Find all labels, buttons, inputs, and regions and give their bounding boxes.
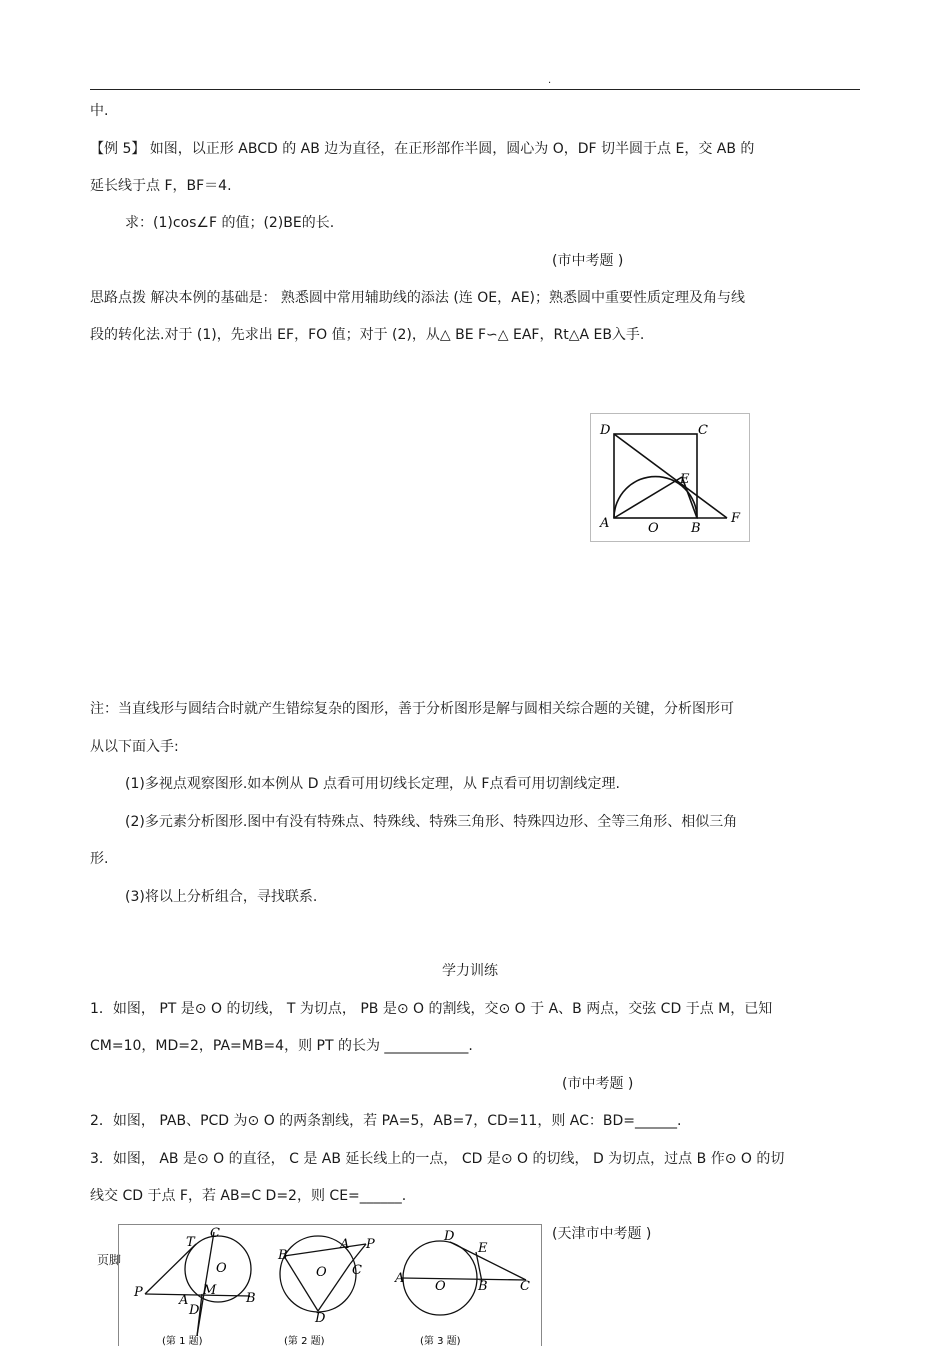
label-E: E	[680, 472, 690, 487]
fig2-label-P: P	[366, 1237, 375, 1252]
fig3-label-A: A	[395, 1271, 405, 1286]
fig1-label-M: M	[203, 1283, 217, 1298]
note-item: (1)多视点观察图形.如本例从 D 点看可用切线长定理，从 F点看可用切割线定理.	[125, 776, 620, 792]
tangent-line-df	[614, 434, 727, 518]
note-item: (2)多元素分析图形.图中有没有特殊点、特殊线、特殊三角形、特殊四边形、全等三角形、相似三角	[125, 814, 738, 830]
source-label: (市中考题 )	[562, 1076, 634, 1092]
fig1-label-B: B	[246, 1291, 256, 1306]
fig1-label-A: A	[179, 1293, 189, 1308]
header-dot: .	[548, 75, 552, 86]
fig3-caption: (第 3 题)	[420, 1336, 461, 1346]
hint-line: 段的转化法.对于 (1)，先求出 EF，FO 值；对于 (2)，从△ BE F∽△ EAF，Rt△A EB入手.	[90, 327, 645, 343]
label-D: D	[600, 423, 611, 438]
note-item: (3)将以上分析组合，寻找联系.	[125, 889, 318, 905]
fig2-label-O: O	[316, 1265, 327, 1280]
problem-3-text: 线交 CD 于点 F，若 AB=C D=2，则 CE=______.	[90, 1188, 407, 1204]
fig3-label-O: O	[435, 1279, 446, 1294]
fig3-label-C: C	[520, 1279, 530, 1294]
fig1-label-P: P	[134, 1285, 143, 1300]
text-line: 中.	[90, 103, 109, 119]
example-5-heading: 【例 5】 如图，以正形 ABCD 的 AB 边为直径，在正形部作半圆，圆心为 O，DF 切半圆于点 E，交 AB 的	[90, 141, 755, 157]
fig3-label-D: D	[444, 1229, 455, 1244]
label-O: O	[648, 521, 659, 536]
label-A: A	[600, 516, 610, 531]
fig2-caption: (第 2 题)	[284, 1336, 325, 1346]
problem-1-text: CM=10，MD=2，PA=MB=4，则 PT 的长为 ____________.	[90, 1038, 473, 1054]
label-F: F	[731, 511, 741, 526]
footer-label: 页脚	[97, 1253, 122, 1267]
problem-3-text: 3．如图， AB 是⊙ O 的直径， C 是 AB 延长线上的一点， CD 是⊙ O 的切线， D 为切点，过点 B 作⊙ O 的切	[90, 1151, 785, 1167]
source-label: (天津市中考题 )	[552, 1226, 652, 1242]
source-label: (市中考题 )	[552, 253, 624, 269]
header-rule	[90, 89, 860, 90]
label-C: C	[698, 423, 708, 438]
fig1-label-O: O	[216, 1261, 227, 1276]
section-title: 学力训练	[442, 963, 498, 979]
fig2-label-C: C	[352, 1263, 362, 1278]
fig2-label-A: A	[340, 1237, 350, 1252]
figure-problem-3	[402, 1241, 526, 1315]
note-line: 注：当直线形与圆结合时就产生错综复杂的图形，善于分析图形是解与圆相关综合题的关键，分析图形可	[90, 701, 734, 717]
fig3-label-B: B	[478, 1279, 488, 1294]
square-semicircle-figure	[590, 413, 752, 543]
hint-line: 思路点拨 解决本例的基础是： 熟悉圆中常用辅助线的添法 (连 OE，AE)；熟悉圆中重要性质定理及角与线	[90, 290, 746, 306]
segment-ae	[614, 477, 682, 518]
fig3-label-E: E	[478, 1241, 488, 1256]
figure-problem-1	[145, 1232, 251, 1336]
fig1-label-C: C	[210, 1226, 220, 1241]
fig2-label-B: B	[278, 1248, 288, 1263]
note-line: 形.	[90, 851, 109, 867]
note-line: 从以下面入手:	[90, 739, 179, 755]
text-line: 延长线于点 F，BF＝4.	[90, 178, 232, 194]
fig2-label-D: D	[315, 1311, 326, 1326]
problem-2-text: 2．如图， PAB、PCD 为⊙ O 的两条割线，若 PA=5，AB=7，CD=11，则 AC：BD=______.	[90, 1113, 682, 1129]
fig1-caption: (第 1 题)	[162, 1336, 203, 1346]
fig1-label-T: T	[186, 1235, 195, 1250]
label-B: B	[691, 521, 701, 536]
problem-figures	[118, 1224, 542, 1346]
question-line: 求：(1)cos∠F 的值；(2)BE的长.	[125, 215, 335, 231]
problem-1-text: 1．如图， PT 是⊙ O 的切线， T 为切点， PB 是⊙ O 的割线，交⊙ O 于 A、B 两点，交弦 CD 于点 M，已知	[90, 1001, 773, 1017]
fig1-label-D: D	[189, 1303, 200, 1318]
